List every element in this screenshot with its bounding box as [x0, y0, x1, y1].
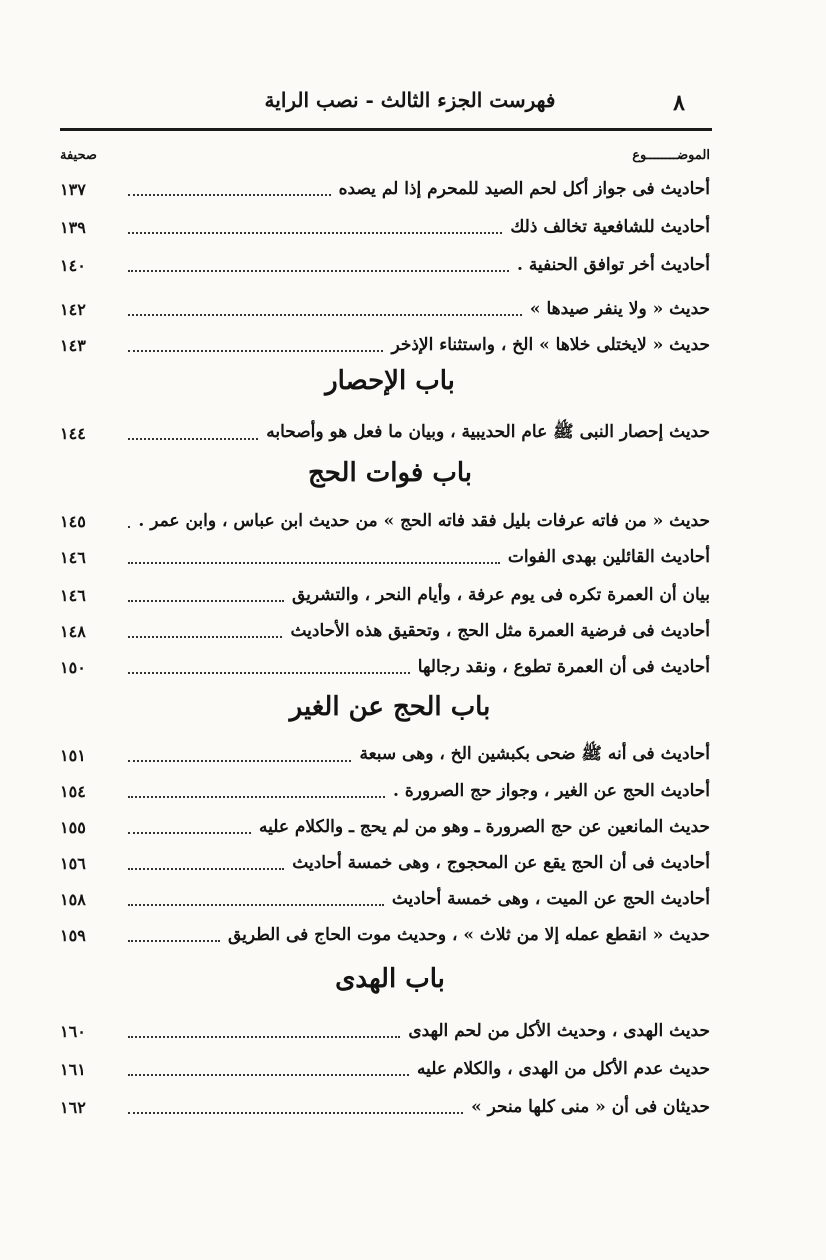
- entry-text: حديث إحصار النبى ﷺ عام الحديبية ، وبيان ما فعل هو وأصحابه: [266, 421, 710, 442]
- index-entry: [60, 774, 710, 808]
- leader-dots: [128, 1035, 400, 1038]
- running-header-title: فهرست الجزء الثالث - نصب الراية: [264, 88, 556, 112]
- leader-dots: [128, 599, 284, 602]
- index-entry: [60, 248, 710, 282]
- entry-page: ١٤٣: [60, 335, 86, 355]
- entry-text: حديث « لايختلى خلاها » الخ ، واستثناء الإذخر: [391, 335, 710, 355]
- leader-dots: [128, 437, 258, 440]
- entry-text: أحاديث فى أن العمرة تطوع ، ونقد رجالها: [417, 657, 710, 677]
- entry-page: ١٤٠: [60, 255, 86, 275]
- index-entry: [60, 578, 710, 612]
- entry-page: ١٣٩: [60, 217, 86, 237]
- leader-dots: [128, 671, 410, 674]
- entry-text: أحاديث فى جواز أكل لحم الصيد للمحرم إذا لم يصده: [338, 179, 710, 199]
- entry-page: ١٤٢: [60, 299, 86, 319]
- index-entry: [60, 738, 710, 772]
- leader-dots: [128, 635, 282, 638]
- entry-page: ١٣٧: [60, 179, 86, 199]
- entry-page: ١٥٩: [60, 925, 86, 945]
- entry-text: حديث المانعين عن حج الصرورة ـ وهو من لم يحج ـ والكلام عليه: [258, 817, 710, 837]
- index-entry: [60, 882, 710, 916]
- entry-page: ١٥٨: [60, 889, 86, 909]
- section-heading: باب الهدى: [335, 964, 445, 994]
- entry-text: حديثان فى أن « منى كلها منحر »: [471, 1097, 710, 1117]
- index-entry: [60, 328, 710, 362]
- entry-page: ١٤٥: [60, 511, 86, 531]
- index-entry: [60, 292, 710, 326]
- index-entry: [60, 1090, 710, 1124]
- column-header-page: صحيفة: [60, 148, 97, 163]
- entry-text: أحاديث فى أنه ﷺ ضحى بكبشين الخ ، وهى سبعة: [359, 743, 710, 764]
- entry-page: ١٥٦: [60, 853, 86, 873]
- leader-dots: [128, 193, 331, 196]
- index-entry: [60, 1052, 710, 1086]
- entry-text: حديث « من فاته عرفات بليل فقد فاته الحج » من حديث ابن عباس ، وابن عمر .: [138, 511, 710, 531]
- leader-dots: [128, 903, 384, 906]
- leader-dots: [128, 831, 251, 834]
- entry-text: حديث « ولا ينفر صيدها »: [529, 299, 710, 319]
- index-entry: [60, 918, 710, 952]
- leader-dots: [128, 561, 500, 564]
- section-heading: باب فوات الحج: [307, 458, 472, 488]
- entry-text: أحاديث فى أن الحج يقع عن المحجوج ، وهى خمسة أحاديث: [292, 853, 710, 873]
- leader-dots: [128, 867, 284, 870]
- entry-page: ١٤٨: [60, 621, 86, 641]
- index-entry: [60, 504, 710, 538]
- entry-text: بيان أن العمرة تكره فى يوم عرفة ، وأيام النحر ، والتشريق: [292, 585, 710, 605]
- section-heading: باب الحج عن الغير: [289, 692, 491, 722]
- entry-page: ١٥٤: [60, 781, 86, 801]
- index-entry: [60, 1014, 710, 1048]
- entry-page: ١٦١: [60, 1059, 86, 1079]
- entry-page: ١٦٠: [60, 1021, 86, 1041]
- entry-page: ١٥٠: [60, 657, 86, 677]
- leader-dots: [128, 759, 351, 762]
- index-entry: [60, 416, 710, 450]
- leader-dots: [128, 269, 509, 272]
- section-heading: باب الإحصار: [325, 366, 455, 396]
- leader-dots: [128, 1111, 463, 1114]
- entry-page: ١٤٤: [60, 423, 86, 443]
- header-rule: [60, 128, 712, 131]
- entry-page: ١٤٦: [60, 585, 86, 605]
- entry-text: أحاديث فى فرضية العمرة مثل الحج ، وتحقيق هذه الأحاديث: [290, 621, 710, 641]
- entry-text: أحاديث أخر توافق الحنفية .: [516, 255, 710, 275]
- page-number: ٨: [673, 90, 685, 116]
- entry-page: ١٤٦: [60, 547, 86, 567]
- index-entry: [60, 172, 710, 206]
- entry-text: أحاديث القائلين بهدى الفوات: [507, 547, 710, 567]
- leader-dots: [128, 939, 220, 942]
- entry-text: حديث الهدى ، وحديث الأكل من لحم الهدى: [408, 1021, 710, 1041]
- leader-dots: [128, 1073, 409, 1076]
- index-entry: [60, 846, 710, 880]
- index-entry: [60, 614, 710, 648]
- index-entry: [60, 210, 710, 244]
- entry-text: حديث عدم الأكل من الهدى ، والكلام عليه: [417, 1059, 710, 1079]
- entry-page: ١٥٥: [60, 817, 86, 837]
- entry-page: ١٦٢: [60, 1097, 86, 1117]
- leader-dots: [128, 231, 502, 234]
- index-entry: [60, 810, 710, 844]
- entry-text: حديث « انقطع عمله إلا من ثلاث » ، وحديث موت الحاج فى الطريق: [227, 925, 710, 945]
- leader-dots: [128, 525, 130, 528]
- leader-dots: [128, 349, 383, 352]
- leader-dots: [128, 795, 385, 798]
- entry-text: أحاديث الحج عن الميت ، وهى خمسة أحاديث: [391, 889, 710, 909]
- entry-text: أحاديث الحج عن الغير ، وجواز حج الصرورة .: [393, 781, 710, 801]
- leader-dots: [128, 313, 522, 316]
- entry-page: ١٥١: [60, 745, 86, 765]
- column-header-topic: الموضــــــــوع: [632, 148, 710, 163]
- index-entry: [60, 540, 710, 574]
- index-entry: [60, 650, 710, 684]
- entry-text: أحاديث للشافعية تخالف ذلك: [510, 217, 710, 237]
